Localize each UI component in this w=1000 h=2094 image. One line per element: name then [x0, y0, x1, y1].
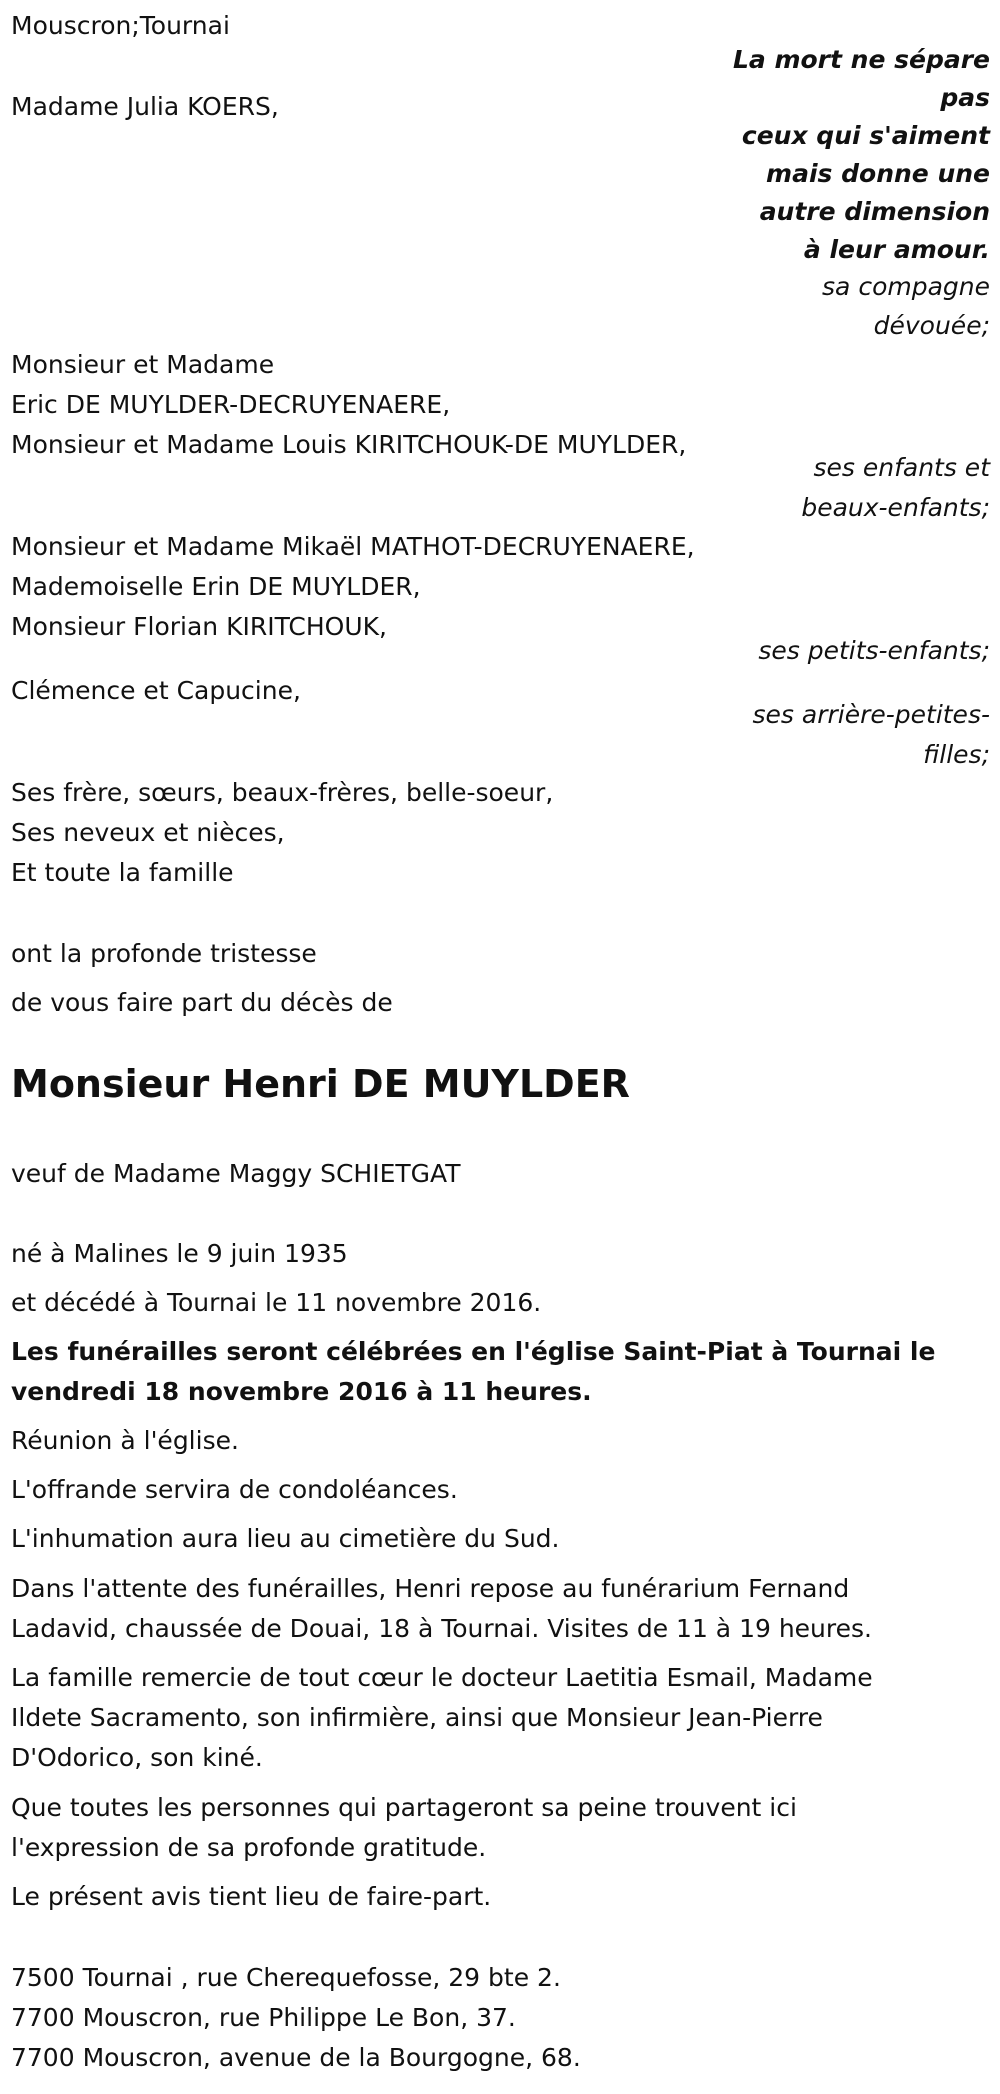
- quote-line-6: à leur amour.: [803, 235, 990, 264]
- announcement-line-2: de vous faire part du décès de: [11, 988, 393, 1017]
- funeral-rest-1: Dans l'attente des funérailles, Henri repose au funérarium Fernand: [11, 1574, 850, 1603]
- death-line: et décédé à Tournai le 11 novembre 2016.: [11, 1288, 542, 1317]
- birth-line: né à Malines le 9 juin 1935: [11, 1239, 348, 1268]
- funeral-thanks-2: Ildete Sacramento, son infirmière, ainsi que Monsieur Jean-Pierre: [11, 1703, 823, 1732]
- children-name-1: Monsieur et Madame: [11, 350, 275, 379]
- quote-line-4: mais donne une: [766, 159, 990, 188]
- address-1: 7500 Tournai , rue Cherequefosse, 29 bte 2.: [11, 1963, 561, 1992]
- children-name-3: Monsieur et Madame Louis KIRITCHOUK-DE MUYLDER,: [11, 430, 687, 459]
- funeral-gratitude-2: l'expression de sa profonde gratitude.: [11, 1833, 487, 1862]
- funeral-meeting: Réunion à l'église.: [11, 1426, 239, 1455]
- companion-relation-2: dévouée;: [873, 311, 990, 340]
- quote-line-2: pas: [940, 83, 990, 112]
- quote-line-3: ceux qui s'aiment: [741, 121, 990, 150]
- grandchildren-name-1: Monsieur et Madame Mikaël MATHOT-DECRUYENAERE,: [11, 532, 695, 561]
- companion-name: Madame Julia KOERS,: [11, 92, 279, 121]
- location-header: Mouscron;Tournai: [11, 11, 230, 40]
- great-grandchildren-relation-2: filles;: [923, 740, 990, 769]
- funeral-burial: L'inhumation aura lieu au cimetière du Sud.: [11, 1524, 560, 1553]
- address-3: 7700 Mouscron, avenue de la Bourgogne, 68.: [11, 2043, 581, 2072]
- deceased-name: Monsieur Henri DE MUYLDER: [11, 1062, 630, 1106]
- funeral-ceremony-2: vendredi 18 novembre 2016 à 11 heures.: [11, 1377, 592, 1406]
- family-others-1: Ses frère, sœurs, beaux-frères, belle-soeur,: [11, 778, 554, 807]
- great-grandchildren-relation-1: ses arrière-petites-: [752, 700, 990, 729]
- address-2: 7700 Mouscron, rue Philippe Le Bon, 37.: [11, 2003, 516, 2032]
- widower-line: veuf de Madame Maggy SCHIETGAT: [11, 1159, 461, 1188]
- funeral-thanks-1: La famille remercie de tout cœur le docteur Laetitia Esmail, Madame: [11, 1663, 873, 1692]
- family-others-3: Et toute la famille: [11, 858, 234, 887]
- companion-relation-1: sa compagne: [822, 272, 990, 301]
- children-name-2: Eric DE MUYLDER-DECRUYENAERE,: [11, 390, 451, 419]
- quote-line-1: La mort ne sépare: [732, 45, 990, 74]
- grandchildren-relation: ses petits-enfants;: [758, 636, 990, 665]
- funeral-rest-2: Ladavid, chaussée de Douai, 18 à Tournai. Visites de 11 à 19 heures.: [11, 1614, 872, 1643]
- family-others-2: Ses neveux et nièces,: [11, 818, 285, 847]
- great-grandchildren-name: Clémence et Capucine,: [11, 676, 301, 705]
- grandchildren-name-3: Monsieur Florian KIRITCHOUK,: [11, 612, 387, 641]
- announcement-line-1: ont la profonde tristesse: [11, 939, 317, 968]
- children-relation-2: beaux-enfants;: [801, 493, 990, 522]
- funeral-ceremony-1: Les funérailles seront célébrées en l'église Saint-Piat à Tournai le: [11, 1337, 936, 1366]
- children-relation-1: ses enfants et: [813, 453, 990, 482]
- funeral-thanks-3: D'Odorico, son kiné.: [11, 1743, 263, 1772]
- funeral-gratitude-1: Que toutes les personnes qui partageront sa peine trouvent ici: [11, 1793, 797, 1822]
- funeral-notice: Le présent avis tient lieu de faire-part.: [11, 1882, 492, 1911]
- grandchildren-name-2: Mademoiselle Erin DE MUYLDER,: [11, 572, 421, 601]
- funeral-offering: L'offrande servira de condoléances.: [11, 1475, 458, 1504]
- quote-line-5: autre dimension: [759, 197, 990, 226]
